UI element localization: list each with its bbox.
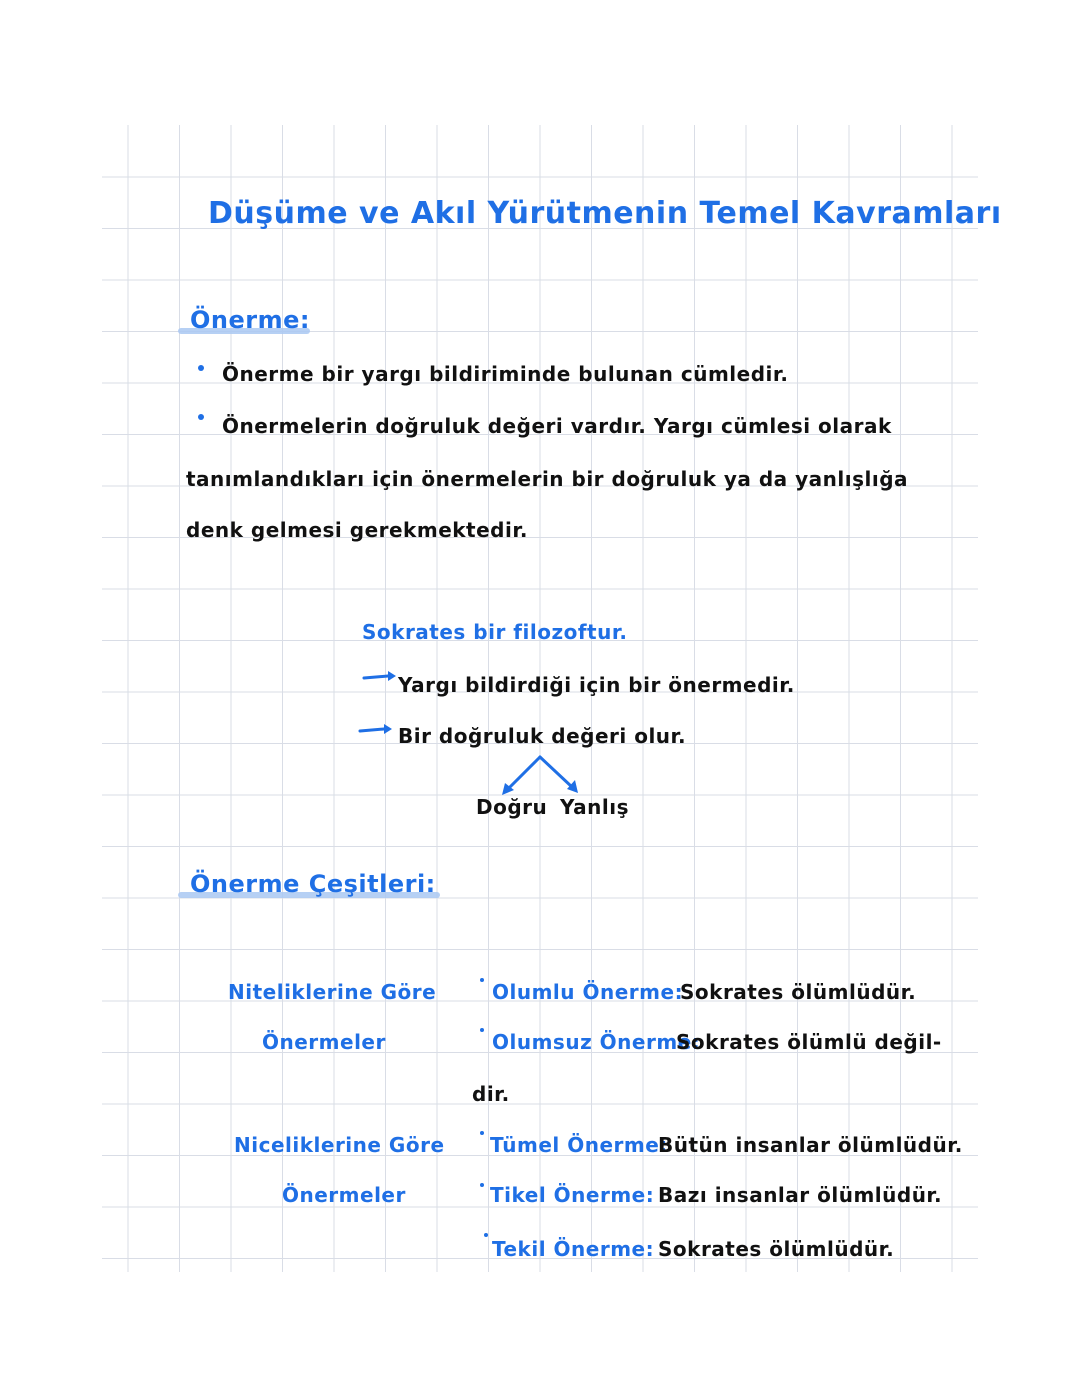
term-tekil: Tekil Önerme: xyxy=(492,1237,655,1261)
arrow-right-icon xyxy=(360,724,392,734)
bullet-text-2-line2: tanımlandıkları için önermelerin bir doğruluk ya da yanlışlığa xyxy=(186,467,909,491)
example-tikel: Bazı insanlar ölümlüdür. xyxy=(658,1183,943,1207)
branch-label-true: Doğru xyxy=(476,795,548,819)
example-arrow-text-2: Bir doğruluk değeri olur. xyxy=(398,724,687,748)
bullet-text-2-line1: Önermelerin doğruluk değeri vardır. Yargı cümlesi olarak xyxy=(222,414,892,438)
page-title: Düşüme ve Akıl Yürütmenin Temel Kavramları xyxy=(208,196,1002,231)
group1-label-line2: Önermeler xyxy=(262,1030,386,1054)
example-olumsuz: Sokrates ölümlü değil- xyxy=(676,1030,942,1054)
bullet-text-1: Önerme bir yargı bildiriminde bulunan cümledir. xyxy=(222,362,789,386)
example-olumlu: Sokrates ölümlüdür. xyxy=(680,980,917,1004)
example-sentence: Sokrates bir filozoftur. xyxy=(362,620,628,644)
term-tumel: Tümel Önerme: xyxy=(490,1133,668,1157)
example-arrow-text-1: Yargı bildirdiği için bir önermedir. xyxy=(398,673,795,697)
group2-label-line2: Önermeler xyxy=(282,1183,406,1207)
branch-label-false: Yanlış xyxy=(560,795,629,819)
term-olumlu: Olumlu Önerme: xyxy=(492,980,684,1004)
branch-arrows-icon xyxy=(502,757,578,795)
bullet-text-2-line3: denk gelmesi gerekmektedir. xyxy=(186,518,528,542)
example-tekil: Sokrates ölümlüdür. xyxy=(658,1237,895,1261)
group2-label-line1: Niceliklerine Göre xyxy=(234,1133,445,1157)
example-tumel: Bütün insanlar ölümlüdür. xyxy=(658,1133,963,1157)
group1-label-line1: Niteliklerine Göre xyxy=(228,980,437,1004)
term-tikel: Tikel Önerme: xyxy=(490,1183,655,1207)
section-heading-onerme: Önerme: xyxy=(190,306,310,334)
example-olumsuz-continuation: dir. xyxy=(472,1082,510,1106)
arrow-right-icon xyxy=(364,671,396,681)
section-heading-onerme-cesitleri: Önerme Çeşitleri: xyxy=(190,870,436,898)
term-olumsuz: Olumsuz Önerme: xyxy=(492,1030,701,1054)
